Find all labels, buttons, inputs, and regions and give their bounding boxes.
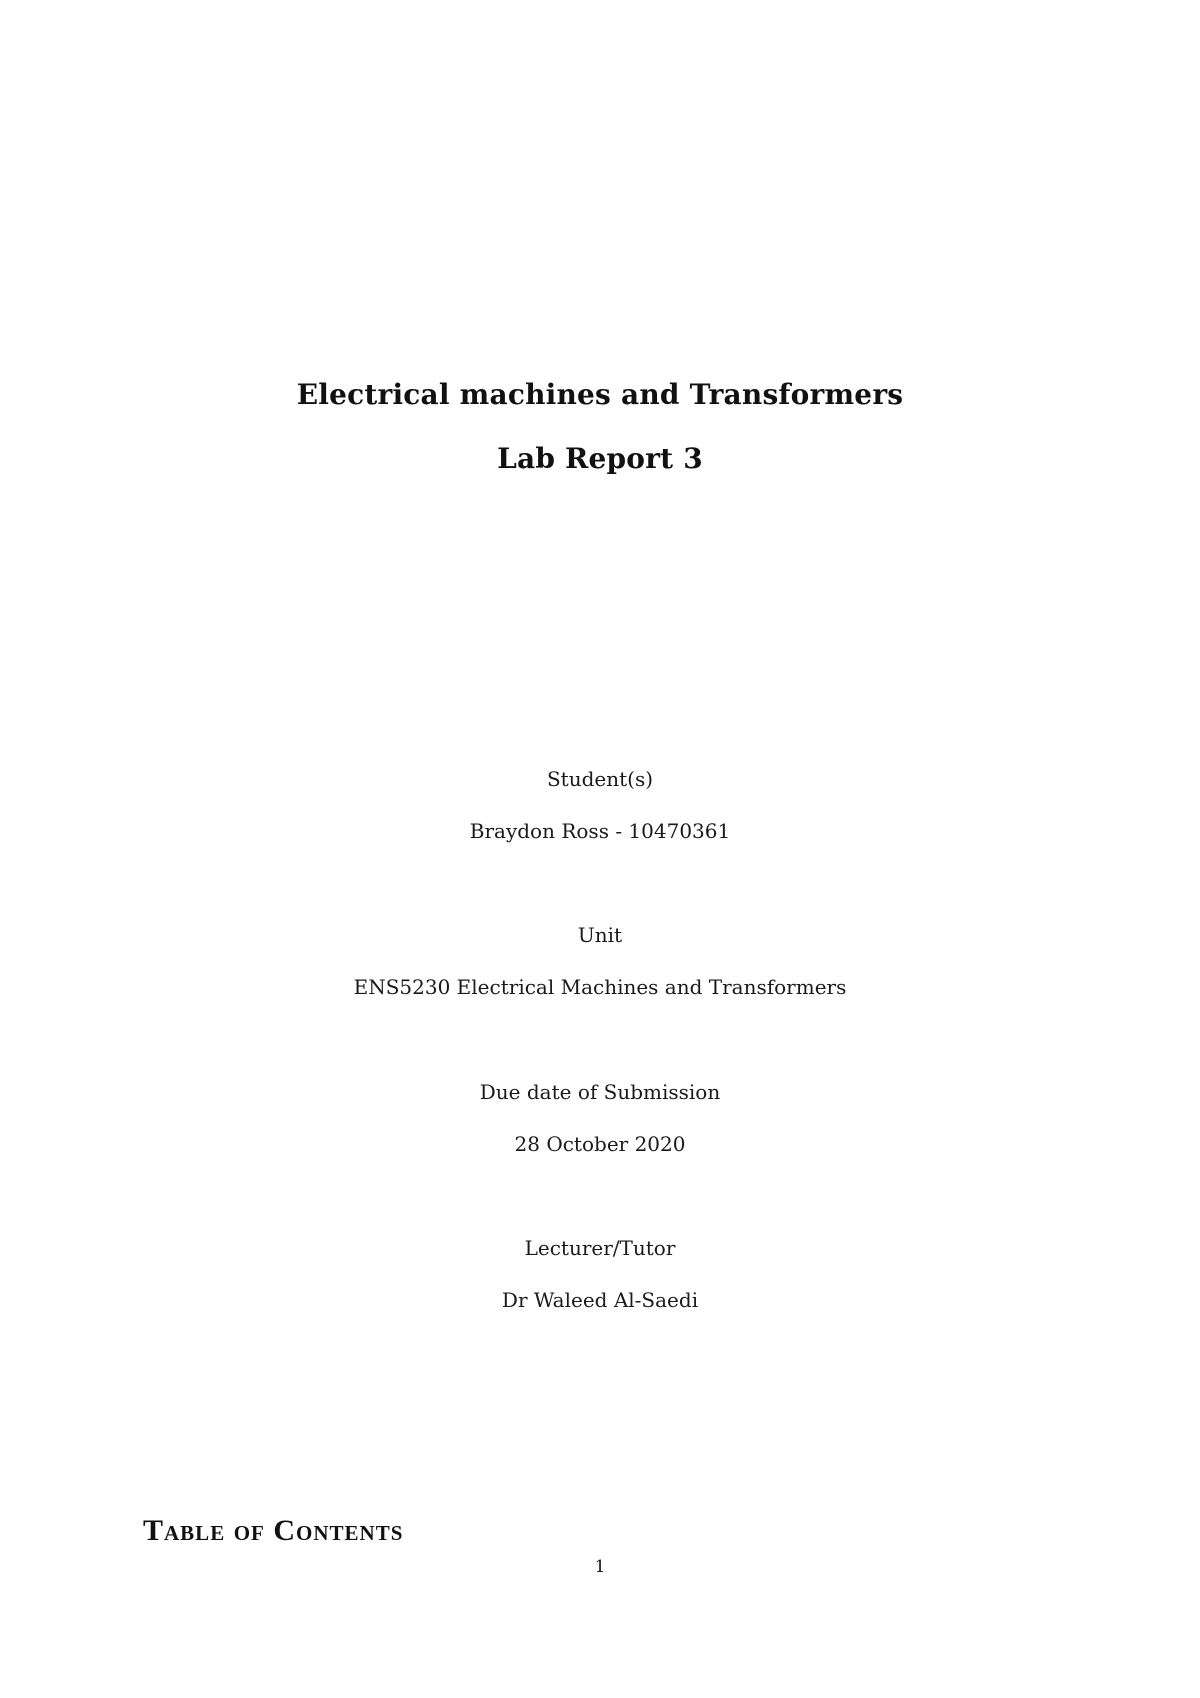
report-title: Electrical machines and Transformers bbox=[296, 378, 904, 411]
table-of-contents-heading: Table of Contents bbox=[143, 1514, 404, 1547]
students-label: Student(s) bbox=[546, 767, 654, 791]
report-subtitle: Lab Report 3 bbox=[497, 442, 703, 475]
due-date-value: 28 October 2020 bbox=[514, 1132, 686, 1156]
due-date-label: Due date of Submission bbox=[479, 1080, 721, 1104]
lecturer-label: Lecturer/Tutor bbox=[524, 1236, 676, 1260]
unit-value: ENS5230 Electrical Machines and Transformers bbox=[353, 975, 847, 999]
lecturer-value: Dr Waleed Al-Saedi bbox=[501, 1288, 699, 1312]
page-number: 1 bbox=[594, 1557, 606, 1577]
students-value: Braydon Ross - 10470361 bbox=[469, 819, 731, 843]
unit-label: Unit bbox=[577, 923, 623, 947]
